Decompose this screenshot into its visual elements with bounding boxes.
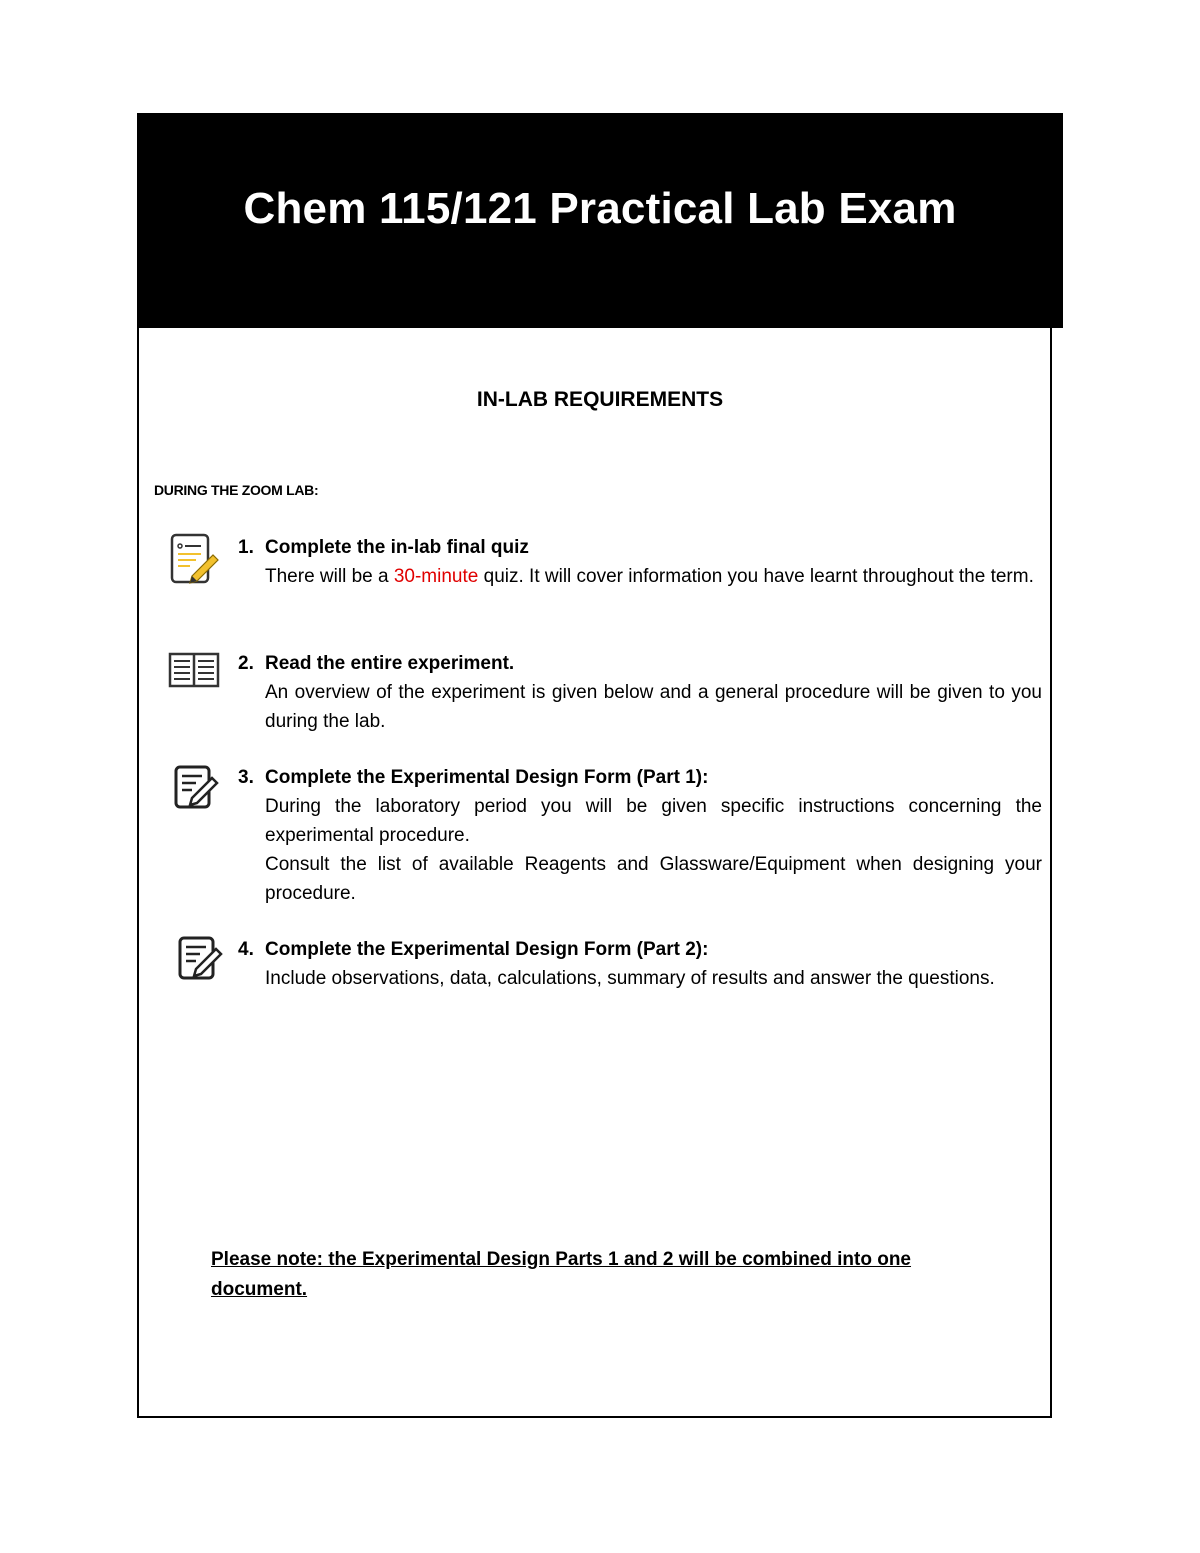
open-book-icon	[168, 650, 220, 690]
item-body: An overview of the experiment is given below and a general procedure will be given to you during the lab.	[265, 682, 1042, 732]
form-pencil-icon	[176, 935, 226, 983]
subheading: DURING THE ZOOM LAB:	[154, 482, 319, 498]
item-body-text: quiz. It will cover information you have learnt throughout the term.	[478, 566, 1034, 587]
item-body	[265, 792, 1042, 908]
requirement-item-2	[234, 649, 1042, 736]
item-number: 1.	[238, 537, 254, 558]
item-body	[265, 562, 1042, 591]
item-heading: Complete the in-lab final quiz	[265, 537, 529, 558]
item-heading: Complete the Experimental Design Form (Part 2):	[265, 939, 709, 960]
requirement-item-4	[234, 935, 1042, 993]
item-body-paragraph: During the laboratory period you will be given specific instructions concerning the experimental procedure.	[265, 796, 1042, 846]
item-number: 3.	[238, 767, 254, 788]
item-body-text: There will be a	[265, 566, 394, 587]
item-body-paragraph: Consult the list of available Reagents and Glassware/Equipment when designing your procedure.	[265, 854, 1042, 904]
page-title: Chem 115/121 Practical Lab Exam	[243, 184, 957, 233]
quiz-duration-highlight: 30-minute	[393, 566, 479, 587]
item-heading: Read the entire experiment.	[265, 653, 515, 674]
item-body: Include observations, data, calculations, summary of results and answer the questions.	[265, 968, 995, 989]
please-note: Please note: the Experimental Design Parts 1 and 2 will be combined into one document.	[211, 1249, 912, 1300]
item-number: 4.	[238, 939, 254, 960]
item-number: 2.	[238, 653, 254, 674]
section-heading: IN-LAB REQUIREMENTS	[476, 388, 724, 411]
quiz-paper-pencil-icon	[168, 532, 220, 586]
requirement-item-3	[234, 763, 1042, 908]
form-pencil-icon	[172, 764, 222, 812]
title-banner	[137, 113, 1063, 328]
requirement-item-1	[234, 533, 1042, 591]
item-heading: Complete the Experimental Design Form (Part 1):	[265, 767, 709, 788]
